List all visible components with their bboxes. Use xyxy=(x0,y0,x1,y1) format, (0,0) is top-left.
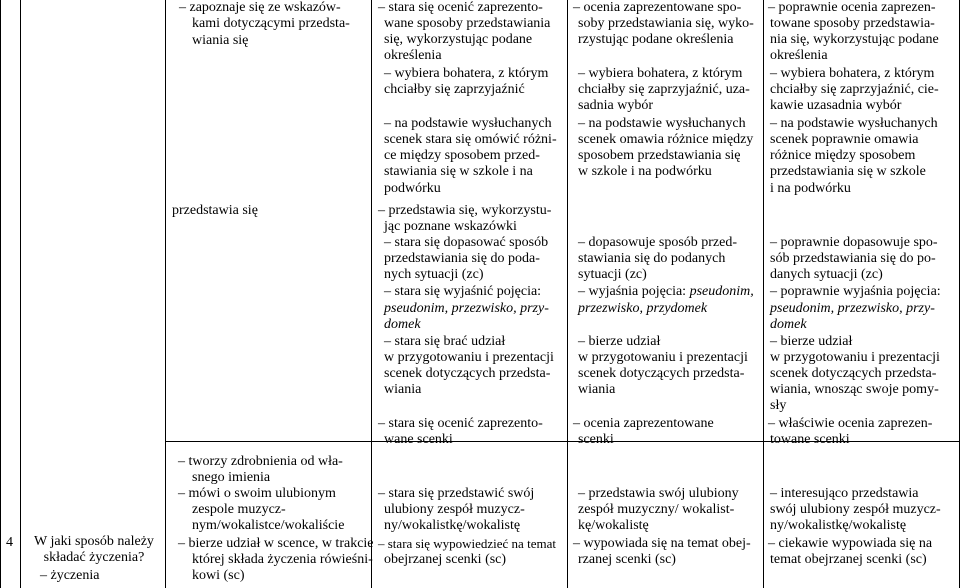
col5-line: scenek poprawnie omawia xyxy=(770,132,919,147)
col4-line: – na podstawie wysłuchanych xyxy=(578,116,746,131)
col2-item: kowi (sc) xyxy=(192,568,245,583)
col5-line: – poprawnie dopasowuje spo- xyxy=(770,235,938,250)
col3-line: się, wykorzystując podane xyxy=(384,32,533,47)
table-border-left xyxy=(0,0,1,588)
col3-line: przedstawiania się do poda- xyxy=(384,251,540,266)
col3-line: pseudonim, przezwisko, przy- xyxy=(384,301,549,316)
col5-line: towane sposoby przedstawia- xyxy=(770,16,935,31)
col3-line: scenek dotyczących przedsta- xyxy=(384,366,551,381)
col3-line: domek xyxy=(384,317,421,332)
col5-line: sób przedstawiania się do po- xyxy=(770,251,936,266)
col2-item: – tworzy zdrobnienia od wła- xyxy=(178,454,343,469)
col3-line: jąc poznane wskazówki xyxy=(384,219,517,234)
column-divider xyxy=(763,0,764,588)
col5-line: danych sytuacji (zc) xyxy=(770,267,883,282)
col4-line: soby przedstawiania się, wyko- xyxy=(578,16,754,31)
col3-line: wiania xyxy=(384,382,422,397)
col5-line: w przygotowaniu i prezentacji xyxy=(770,350,940,365)
col2-intro-line: wiania się xyxy=(192,33,249,48)
col5-line: różnice między sposobem xyxy=(770,148,916,163)
col5-line: scenek dotyczących przedsta- xyxy=(770,366,937,381)
col5-line: nia się, wykorzystując podane xyxy=(770,32,939,47)
col3-line: – na podstawie wysłuchanych xyxy=(384,116,552,131)
col4-line: rzanej scenki (sc) xyxy=(578,552,676,567)
col3-line: ce między sposobem przed- xyxy=(384,148,540,163)
col2-item: – mówi o swoim ulubionym xyxy=(178,486,336,501)
col3-line: – przedstawia się, wykorzystu- xyxy=(378,203,552,218)
col5-line: – poprawnie wyjaśnia pojęcia: xyxy=(770,284,941,299)
question-cell xyxy=(26,534,162,566)
col5-line: ny/wokalistkę/wokalistę xyxy=(770,518,907,533)
col4-line: – przedstawia swój ulubiony xyxy=(578,486,739,501)
col5-line: domek xyxy=(770,317,807,332)
column-divider xyxy=(20,0,21,588)
col3-line: – stara się wypowiedzieć na temat xyxy=(378,536,556,551)
col4-line: – ocenia zaprezentowane spo- xyxy=(573,0,742,15)
col4-line: sadnia wybór xyxy=(578,98,654,113)
col3-line: ulubiony zespół muzycz- xyxy=(384,502,525,517)
col4-line: – dopasowuje sposób przed- xyxy=(578,235,738,250)
col5-line: sły xyxy=(770,398,787,413)
col3-line: obejrzanej scenki (sc) xyxy=(384,552,507,567)
col2-intro-line: – zapoznaje się ze wskazów- xyxy=(179,0,341,15)
col2-intro-line: kami dotyczącymi przedsta- xyxy=(192,16,350,31)
col3-line: wane sposoby przedstawiania xyxy=(384,16,551,31)
col5-line: pseudonim, przezwisko, przy- xyxy=(770,301,935,316)
col4-line: wiania xyxy=(578,382,616,397)
row-number: 4 xyxy=(6,535,13,550)
col4-line: – wypowiada się na temat obej- xyxy=(573,536,751,551)
col5-line: chciałby się zaprzyjaźnić, cie- xyxy=(770,82,939,97)
col5-line: towane scenki xyxy=(770,432,850,447)
question-text: W jaki sposób należy składać życzenia? xyxy=(34,534,154,566)
col3-line: – stara się wyjaśnić pojęcia: xyxy=(384,284,542,299)
col3-line: – stara się ocenić zaprezento- xyxy=(378,0,543,15)
col4-line: zespół muzyczny/ wokalist- xyxy=(578,502,735,517)
col5-line: – ciekawie wypowiada się na xyxy=(768,536,933,551)
column-divider xyxy=(371,0,372,588)
col3-line: nych sytuacji (zc) xyxy=(384,267,484,282)
col4-line: kę/wokalistę xyxy=(578,518,649,533)
col4-line: scenek omawia różnice między xyxy=(578,132,754,147)
col2-item: zespole muzycz- xyxy=(192,502,286,517)
col3-line: ny/wokalistkę/wokalistę xyxy=(384,518,521,533)
col2-item: – bierze udział w scence, w trakcie xyxy=(178,536,374,551)
col4-line: w szkole i na podwórku xyxy=(578,164,712,179)
col5-line: – poprawnie ocenia zaprezen- xyxy=(768,0,936,15)
col5-line: i na podwórku xyxy=(770,181,851,196)
col5-line: – interesująco przedstawia xyxy=(770,486,919,501)
col3-line: – stara się dopasować sposób xyxy=(384,235,549,250)
col4-line: scenek dotyczących przedsta- xyxy=(578,366,745,381)
col4-line: – ocenia zaprezentowane xyxy=(573,416,714,431)
col2-item: której składa życzenia rówieśni- xyxy=(192,552,373,567)
col5-line: określenia xyxy=(770,48,828,63)
col3-line: – wybiera bohatera, z którym xyxy=(384,66,549,81)
col4-line: – bierze udział xyxy=(578,334,661,349)
col5-line: – bierze udział xyxy=(770,334,853,349)
column-divider xyxy=(567,0,568,588)
col4-line: chciałby się zaprzyjaźnić, uza- xyxy=(578,82,750,97)
col4-line: stawiania się do podanych xyxy=(578,251,726,266)
col5-line: przedstawiania się w szkole xyxy=(770,164,926,179)
col5-line: – właściwie ocenia zaprezen- xyxy=(768,416,933,431)
col3-line: – stara się brać udział xyxy=(384,334,506,349)
col4-line: – wybiera bohatera, z którym xyxy=(578,66,743,81)
col2-item: snego imienia xyxy=(192,470,271,485)
col5-line: temat obejrzanej scenki (sc) xyxy=(770,552,927,567)
col1-tail: – życzenia xyxy=(40,568,100,583)
col5-line: swój ulubiony zespół muzycz- xyxy=(770,502,941,517)
col4-line: – wyjaśnia pojęcia: pseudonim, xyxy=(578,284,754,299)
col4-line: rzystując podane określenia xyxy=(578,32,734,47)
col3-line: w przygotowaniu i prezentacji xyxy=(384,350,554,365)
col3-line: wane scenki xyxy=(384,432,453,447)
col3-line: – stara się przedstawić swój xyxy=(378,486,535,501)
col4-line: scenki xyxy=(578,432,614,447)
col2-topic: przedstawia się xyxy=(172,203,258,218)
col5-line: – na podstawie wysłuchanych xyxy=(770,116,938,131)
col3-line: chciałby się zaprzyjaźnić xyxy=(384,82,525,97)
col4-line: w przygotowaniu i prezentacji xyxy=(578,350,748,365)
col4-line: przezwisko, przydomek xyxy=(578,301,708,316)
col5-line: wiania, wnosząc swoje pomy- xyxy=(770,382,939,397)
col3-line: podwórku xyxy=(384,181,441,196)
column-divider xyxy=(165,0,166,588)
col3-line: określenia xyxy=(384,48,442,63)
col4-line: sytuacji (zc) xyxy=(578,267,647,282)
col4-line: sposobem przedstawiania się xyxy=(578,148,741,163)
col5-line: – wybiera bohatera, z którym xyxy=(770,66,935,81)
col3-line: – stara się ocenić zaprezento- xyxy=(378,416,543,431)
col3-line: stawiania się w szkole i na xyxy=(384,164,533,179)
col3-line: scenek stara się omówić różni- xyxy=(384,132,557,147)
col2-item: nym/wokalistce/wokaliście xyxy=(192,518,345,533)
col5-line: kawie uzasadnia wybór xyxy=(770,98,902,113)
